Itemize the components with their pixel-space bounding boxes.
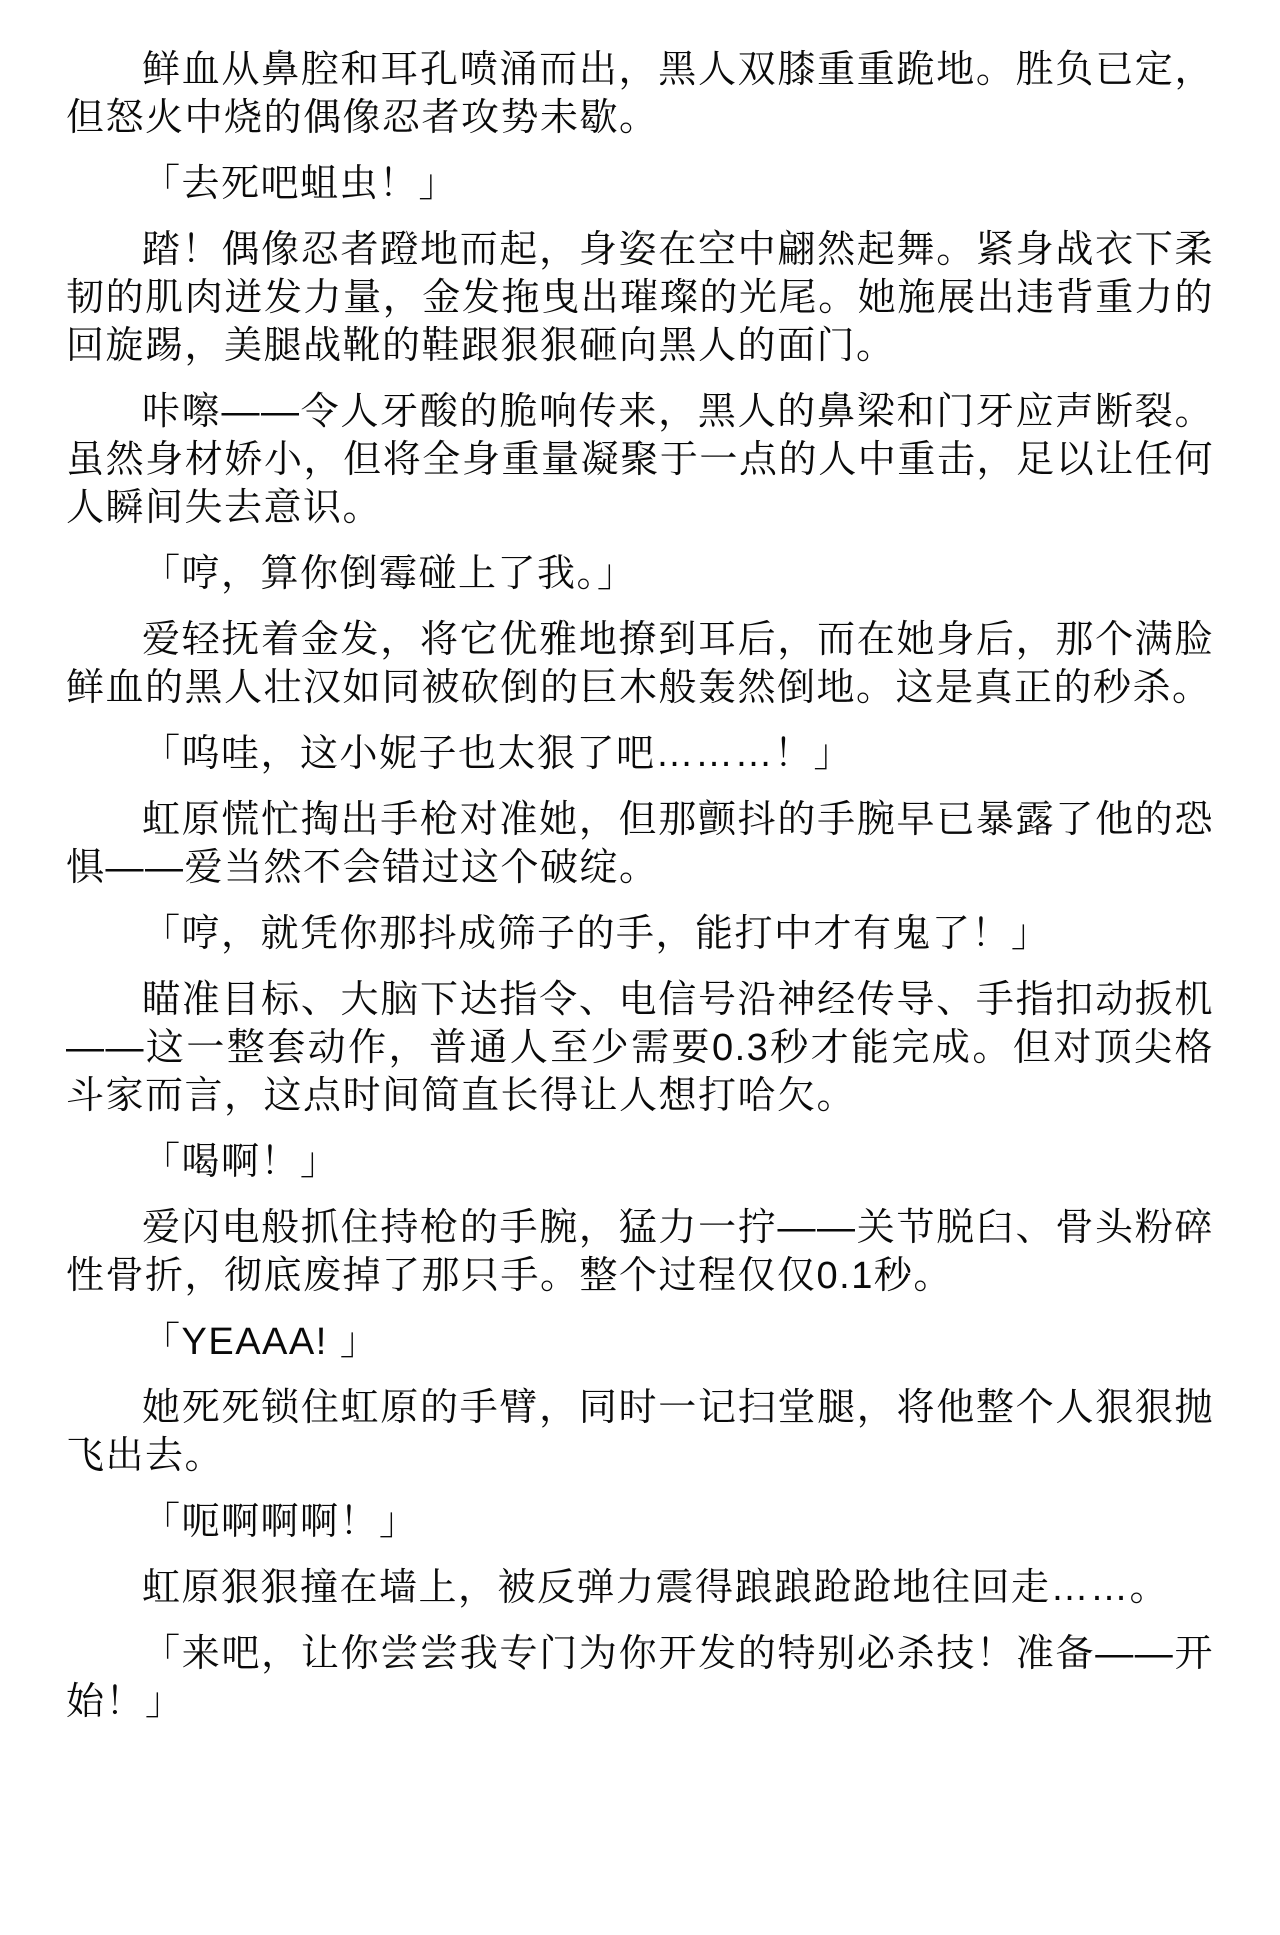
paragraph-dialogue: 「喝啊！」 <box>142 1141 340 1183</box>
paragraph: 爱闪电般抓住持枪的手腕，猛力一拧——关节脱臼、骨头粉碎性骨折，彻底废掉了那只手。整个过程仅仅0.1秒。 <box>66 1207 1214 1297</box>
paragraph: 爱轻抚着金发，将它优雅地撩到耳后，而在她身后，那个满脸鲜血的黑人壮汉如同被砍倒的巨木般轰然倒地。这是真正的秒杀。 <box>66 619 1214 709</box>
paragraph-dialogue: 「呜哇，这小妮子也太狠了吧………！」 <box>142 733 854 775</box>
paragraph: 踏！偶像忍者蹬地而起，身姿在空中翩然起舞。紧身战衣下柔韧的肌肉迸发力量，金发拖曳出璀璨的光尾。她施展出违背重力的回旋踢，美腿战靴的鞋跟狠狠砸向黑人的面门。 <box>66 229 1214 367</box>
paragraph: 虹原慌忙掏出手枪对准她，但那颤抖的手腕早已暴露了他的恐惧——爱当然不会错过这个破绽。 <box>66 799 1214 889</box>
paragraph-dialogue: 「哼，就凭你那抖成筛子的手，能打中才有鬼了！」 <box>142 913 1051 955</box>
text-body <box>66 46 1214 1726</box>
paragraph-dialogue: 「哼，算你倒霉碰上了我。」 <box>142 553 637 595</box>
paragraph-dialogue: 「来吧，让你尝尝我专门为你开发的特别必杀技！准备——开始！」 <box>66 1633 1214 1723</box>
paragraph-dialogue: 「呃啊啊啊！」 <box>142 1501 419 1543</box>
paragraph: 鲜血从鼻腔和耳孔喷涌而出，黑人双膝重重跪地。胜负已定，但怒火中烧的偶像忍者攻势未歇。 <box>66 49 1214 139</box>
paragraph: 咔嚓——令人牙酸的脆响传来，黑人的鼻梁和门牙应声断裂。虽然身材娇小，但将全身重量凝聚于一点的人中重击，足以让任何人瞬间失去意识。 <box>66 391 1214 529</box>
paragraph-dialogue: 「YEAAA! 」 <box>142 1321 380 1363</box>
paragraph: 虹原狠狠撞在墙上，被反弹力震得踉踉跄跄地往回走……。 <box>142 1567 1170 1609</box>
paragraph: 瞄准目标、大脑下达指令、电信号沿神经传导、手指扣动扳机——这一整套动作，普通人至少需要0.3秒才能完成。但对顶尖格斗家而言，这点时间简直长得让人想打哈欠。 <box>66 979 1214 1117</box>
paragraph-dialogue: 「去死吧蛆虫！」 <box>142 163 459 205</box>
paragraph: 她死死锁住虹原的手臂，同时一记扫堂腿，将他整个人狠狠抛飞出去。 <box>66 1387 1214 1477</box>
